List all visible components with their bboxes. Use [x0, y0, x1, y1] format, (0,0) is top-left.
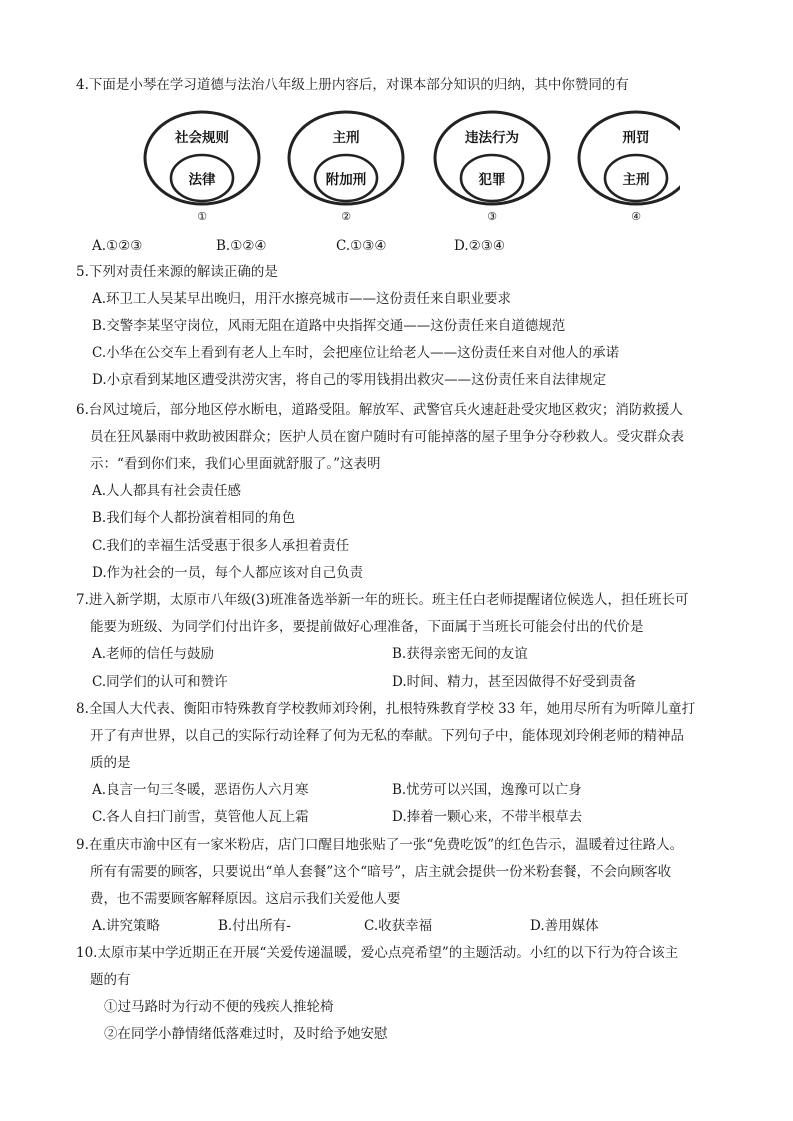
q5-stem: 5.下列对责任来源的解读正确的是	[76, 264, 278, 280]
diagram-1-outer-label: 社会规则	[175, 130, 229, 146]
q8-stem-line-3: 质的是	[90, 755, 131, 771]
diagram-3-inner-label: 犯罪	[478, 172, 506, 188]
q7-option-a[interactable]: A.老师的信任与鼓励	[92, 646, 215, 662]
q7-option-b[interactable]: B.获得亲密无间的友谊	[392, 646, 528, 662]
diagram-2-number: ②	[341, 210, 351, 223]
q10-stem-line-2: 题的有	[90, 972, 131, 988]
diagram-4-outer-circle	[579, 112, 680, 204]
diagram-4-number: ④	[631, 210, 641, 223]
q6-option-a[interactable]: A.人人都具有社会责任感	[92, 483, 242, 499]
q4-diagrams	[140, 106, 680, 230]
q9-option-c[interactable]: C.收获幸福	[364, 918, 433, 934]
q6-stem-line-2: 员在狂风暴雨中救助被困群众；医护人员在窗户随时有可能掉落的屋子里争分夺秒救人。受灾群众表	[90, 429, 684, 445]
diagram-3-outer-circle	[435, 112, 549, 204]
q4-stem: 4.下面是小琴在学习道德与法治八年级上册内容后，对课本部分知识的归纳，其中你赞同的有	[76, 77, 629, 93]
q4-option-a[interactable]: A.①②③	[92, 238, 143, 254]
q9-option-a[interactable]: A.讲究策略	[92, 918, 161, 934]
q8-stem-line-2: 开了有声世界，以自己的实际行动诠释了何为无私的奉献。下列句子中，能体现刘玲俐老师的精神品	[90, 728, 684, 744]
diagram-1-outer-circle	[145, 112, 259, 204]
diagram-1-number: ①	[197, 210, 207, 223]
q5-option-c[interactable]: C.小华在公交车上看到有老人上车时，会把座位让给老人——这份责任来自对他人的承诺	[92, 345, 620, 361]
q8-option-d[interactable]: D.捧着一颗心来，不带半根草去	[392, 809, 583, 825]
q8-stem-line-1: 8.全国人大代表、衡阳市特殊教育学校教师刘玲俐，扎根特殊教育学校 33 年，她用尽所有为听障儿童打	[76, 701, 696, 717]
q10-item-1: ①过马路时为行动不便的残疾人推轮椅	[104, 999, 334, 1015]
q7-option-d[interactable]: D.时间、精力，甚至因做得不好受到责备	[392, 674, 637, 690]
q9-stem-line-1: 9.在重庆市渝中区有一家米粉店，店门口醒目地张贴了一张“免费吃饭”的红色告示，温暖着过往路人。	[76, 837, 684, 853]
q8-option-b[interactable]: B.忧劳可以兴国，逸豫可以亡身	[392, 782, 582, 798]
q6-option-d[interactable]: D.作为社会的一员，每个人都应该对自己负责	[92, 565, 364, 581]
q6-option-b[interactable]: B.我们每个人都扮演着相同的角色	[92, 510, 296, 526]
diagram-4-inner-label: 主刑	[622, 172, 650, 188]
q10-stem-line-1: 10.太原市某中学近期正在开展“关爱传递温暖，爱心点亮希望”的主题活动。小红的以下行为符合该主	[76, 945, 679, 961]
q4-option-d[interactable]: D.②③④	[454, 238, 505, 254]
q6-option-c[interactable]: C.我们的幸福生活受惠于很多人承担着责任	[92, 538, 350, 554]
q4-option-b[interactable]: B.①②④	[216, 238, 267, 254]
q5-option-b[interactable]: B.交警李某坚守岗位，风雨无阻在道路中央指挥交通——这份责任来自道德规范	[92, 318, 566, 334]
q9-option-b[interactable]: B.付出所有-	[218, 918, 291, 934]
q7-stem-line-1: 7.进入新学期，太原市八年级(3)班准备选举新一年的班长。班主任白老师提醒诸位候选人，担任班长可	[76, 592, 689, 608]
q8-option-a[interactable]: A.良言一句三冬暖，恶语伤人六月寒	[92, 782, 309, 798]
q5-option-a[interactable]: A.环卫工人吴某早出晚归，用汗水擦亮城市——这份责任来自职业要求	[92, 291, 512, 307]
q9-stem-line-3: 费，也不需要顾客解释原因。这启示我们关爱他人要	[90, 891, 401, 907]
diagram-2-inner-label: 附加刑	[325, 172, 367, 188]
q9-stem-line-2: 所有有需要的顾客，只要说出“单人套餐”这个“暗号”，店主就会提供一份米粉套餐，不会向顾客收	[90, 864, 672, 880]
q5-option-d[interactable]: D.小京看到某地区遭受洪涝灾害，将自己的零用钱捐出救灾——这份责任来自法律规定	[92, 372, 607, 388]
diagram-2-outer-circle	[289, 112, 403, 204]
q6-stem-line-1: 6.台风过境后，部分地区停水断电，道路受阻。解放军、武警官兵火速赶赴受灾地区救灾；消防救援人	[76, 402, 683, 418]
diagram-3-number: ③	[487, 210, 497, 223]
q4-option-c[interactable]: C.①③④	[336, 238, 387, 254]
q9-option-d[interactable]: D.善用媒体	[530, 918, 599, 934]
diagram-3-outer-label: 违法行为	[465, 130, 519, 146]
q6-stem-line-3: 示：“看到你们来，我们心里面就舒服了。”这表明	[90, 456, 381, 472]
diagram-4	[579, 112, 680, 223]
q7-option-c[interactable]: C.同学们的认可和赞许	[92, 674, 228, 690]
diagram-1	[145, 112, 259, 223]
q10-item-2: ②在同学小静情绪低落难过时，及时给予她安慰	[104, 1026, 388, 1042]
q7-stem-line-2: 能要为班级、为同学们付出许多，要提前做好心理准备，下面属于当班长可能会付出的代价是	[90, 619, 644, 635]
q4-diagram-svg	[140, 106, 680, 230]
diagram-3	[435, 112, 549, 223]
q8-option-c[interactable]: C.各人自扫门前雪，莫管他人瓦上霜	[92, 809, 309, 825]
diagram-2	[289, 112, 403, 223]
diagram-1-inner-label: 法律	[188, 172, 216, 188]
diagram-4-outer-label: 刑罚	[622, 130, 650, 146]
diagram-2-outer-label: 主刑	[332, 130, 360, 146]
